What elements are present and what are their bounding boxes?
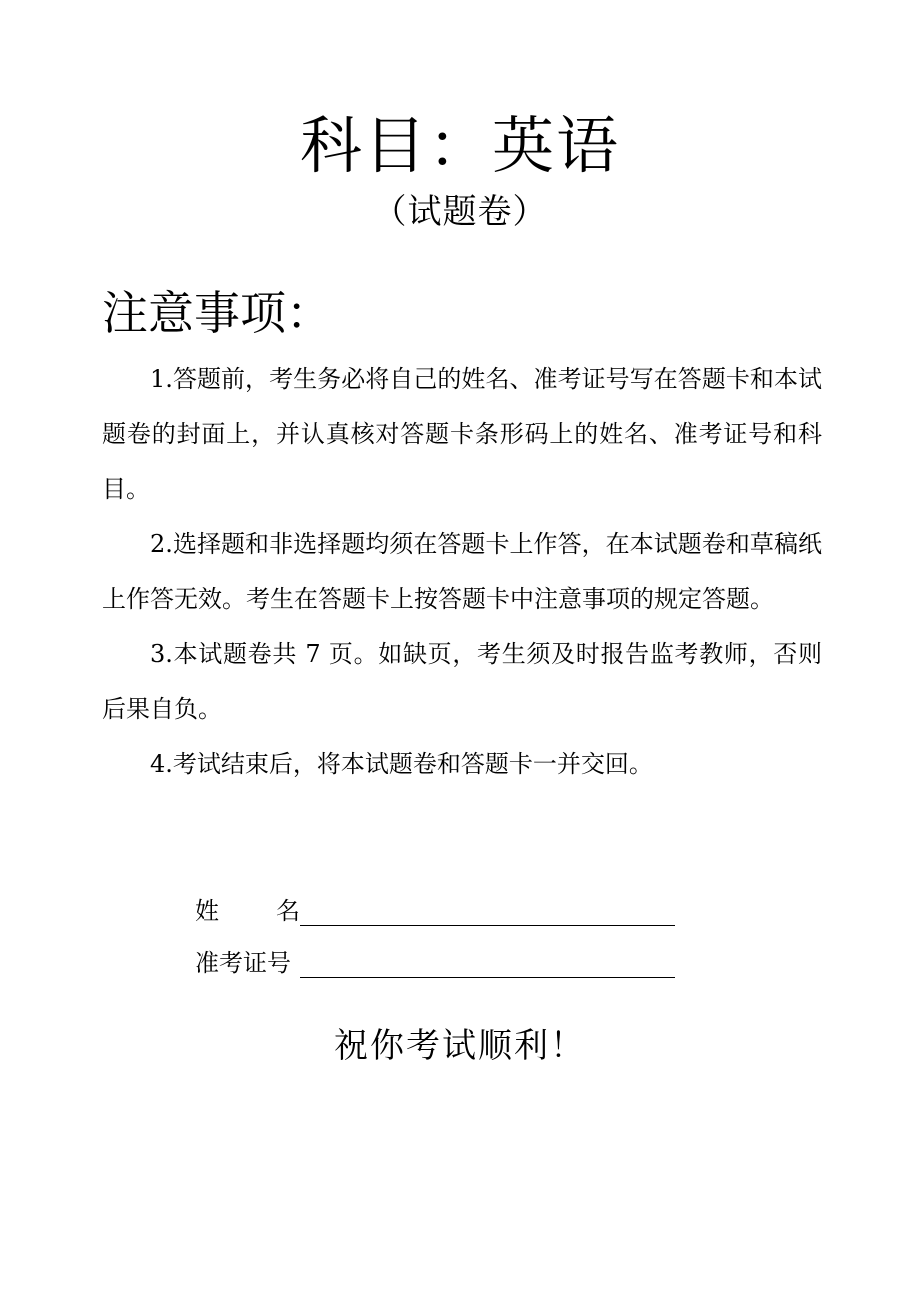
notice-item-3: 3.本试题卷共 7 页。如缺页，考生须及时报告监考教师，否则后果自负。 xyxy=(102,640,822,723)
page-title: 科目：英语 xyxy=(299,109,620,182)
notice-item-4: 4.考试结束后，将本试题卷和答题卡一并交回。 xyxy=(150,750,653,778)
exam-id-row xyxy=(195,937,675,989)
page-subtitle: （试题卷） xyxy=(372,192,548,232)
exam-id-blank-line[interactable] xyxy=(300,941,675,978)
notice-item-1: 1.答题前，考生务必将自己的姓名、准考证号写在答题卡和本试题卷的封面上，并认真核对答题卡条形码上的姓名、准考证号和科目。 xyxy=(102,365,822,503)
name-label-second-char: 名 xyxy=(276,897,300,925)
notice-list xyxy=(102,352,822,792)
candidate-info-form xyxy=(195,885,675,989)
exam-id-label: 准考证号 xyxy=(195,949,291,977)
name-row xyxy=(195,885,675,937)
name-label-first-char: 姓 xyxy=(195,897,219,925)
notice-item-2: 2.选择题和非选择题均须在答题卡上作答，在本试题卷和草稿纸上作答无效。考生在答题卡上按答题卡中注意事项的规定答题。 xyxy=(102,530,822,613)
name-label xyxy=(195,885,300,937)
good-luck-message: 祝你考试顺利！ xyxy=(334,1026,586,1066)
name-blank-line[interactable] xyxy=(300,889,675,926)
notice-heading: 注意事项： xyxy=(102,286,332,340)
